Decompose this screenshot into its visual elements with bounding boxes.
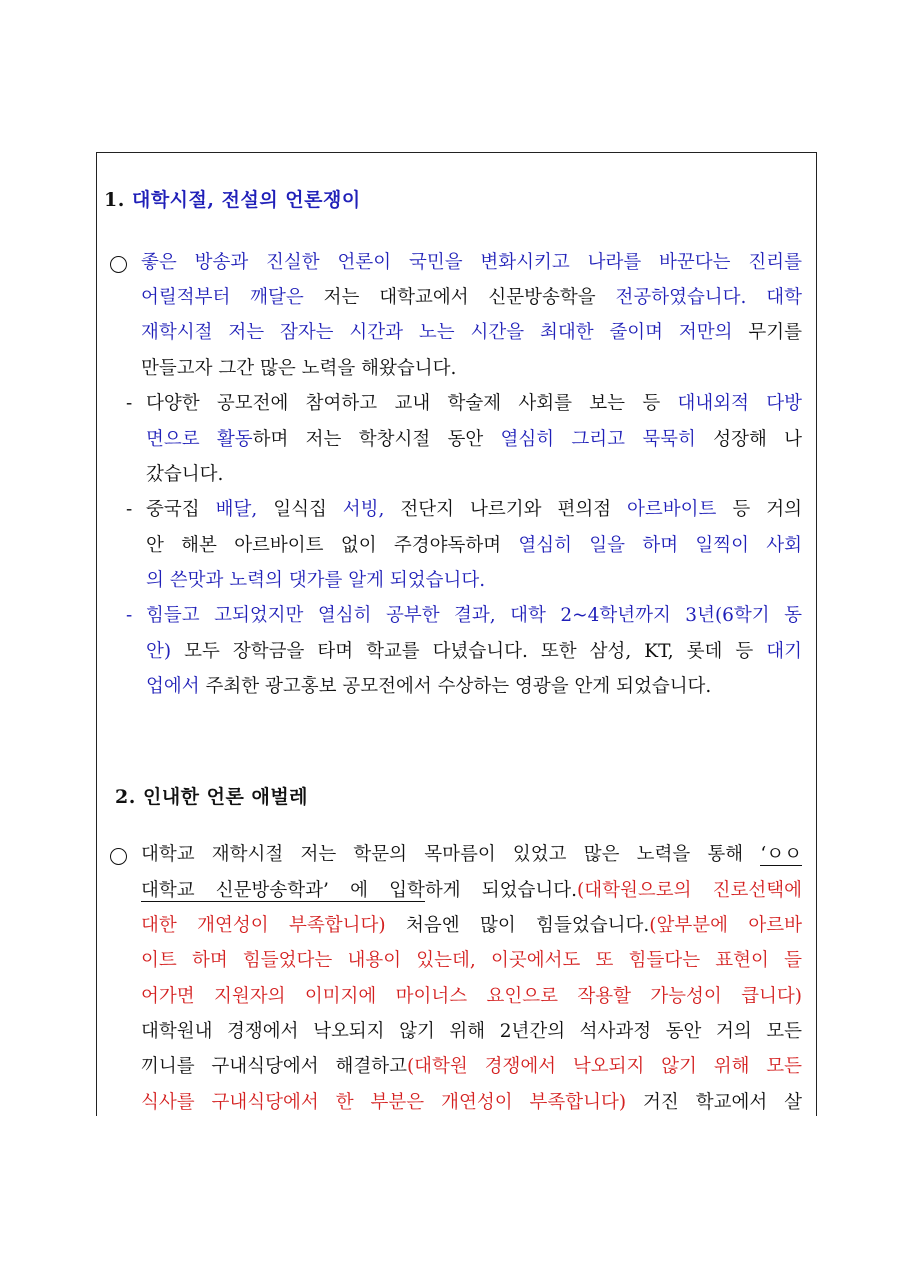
s1-b2-line	[146, 569, 485, 593]
s2-p1-line	[141, 879, 802, 903]
text-segment: 갔습니다.	[146, 464, 224, 485]
section-1-title: 대학시절, 전설의 언론쟁이	[131, 189, 361, 211]
section-1-heading	[104, 185, 361, 212]
text-segment: 성장해 나	[713, 429, 802, 450]
s2-p1-line	[141, 985, 802, 1009]
text-segment: 면으로 활동	[146, 429, 253, 450]
text-segment: 열심히 일을 하며 일찍이 사회	[518, 535, 802, 556]
circle-bullet-icon	[110, 848, 127, 865]
text-segment: 주최한 광고홍보 공모전에서 수상하는 영광을 안게 되었습니다.	[205, 676, 712, 697]
text-segment: 다양한 공모전에 참여하고 교내 학술제 사회를 보는 등	[146, 393, 678, 414]
s2-p1-line	[141, 843, 802, 867]
s1-b2-line	[146, 534, 802, 558]
text-segment: 힘들고 고되었지만 열심히 공부한 결과, 대학 2~4학년까지 3년(6학기 동	[146, 605, 802, 626]
text-segment: 식사를 구내식당에서 한 부분은 개연성이 부족합니다)	[141, 1092, 644, 1113]
text-segment: 전공하였습니다. 대학	[615, 287, 803, 308]
s1-b1-line	[146, 392, 802, 416]
dash-bullet: -	[126, 605, 133, 626]
s2-p1-line	[141, 914, 802, 938]
text-segment: 배달,	[215, 499, 274, 520]
s1-b3-line	[146, 640, 802, 664]
text-segment: 대한 개연성이 부족합니다)	[141, 915, 406, 936]
text-segment: (앞부분에 아르바	[649, 915, 802, 936]
s1-b1-line	[146, 428, 802, 452]
s2-comment-text: (대학원으로의 진로선택에	[577, 880, 802, 901]
text-segment: 업에서	[146, 676, 206, 697]
text-segment: 전단지 나르기와 편의점	[400, 499, 628, 520]
text-segment: 대내외적 다방	[677, 393, 802, 414]
s2-p1-line	[141, 1020, 802, 1044]
text-segment: 서빙,	[342, 499, 401, 520]
text-segment: 모두 장학금을 타며 학교를 다녔습니다. 또한 삼성, KT, 롯데 등	[184, 641, 767, 662]
text-segment: 대기	[766, 641, 802, 662]
s2-p1-line	[141, 1091, 802, 1115]
text-segment: 일식집	[273, 499, 343, 520]
text-segment: 끼니를 구내식당에서 해결하고	[141, 1056, 407, 1077]
s1-p1-line	[141, 357, 456, 381]
dash-bullet: -	[126, 499, 133, 520]
section-2-number: 2.	[115, 786, 136, 808]
s1-p1-line	[141, 251, 802, 275]
s2-underlined-text: 대학교 신문방송학과’ 에 입학	[141, 880, 425, 901]
text-segment: 만들고자 그간 많은 노력을 해왔습니다.	[141, 358, 457, 379]
text-segment: 등 거의	[732, 499, 802, 520]
s1-p1-line	[141, 286, 802, 310]
section-2-heading	[115, 782, 308, 809]
section-2-title: 인내한 언론 애벌레	[142, 786, 309, 808]
s1-b1-line	[146, 463, 223, 487]
text-segment: 무기를	[748, 322, 802, 343]
text-segment: 하며 저는 학창시절 동안	[252, 429, 501, 450]
dash-bullet: -	[126, 393, 133, 414]
section-1-number: 1.	[104, 189, 125, 211]
text-segment: 재학시절 저는 잠자는 시간과 노는 시간을 최대한 줄이며 저만의	[141, 322, 749, 343]
s1-b3-line	[146, 675, 711, 699]
s2-p1-line	[141, 1055, 802, 1079]
text-segment: 안)	[146, 641, 185, 662]
text-segment: 어릴적부터 깨달은	[141, 287, 324, 308]
s2-text: 대학교 재학시절 저는 학문의 목마름이 있었고 많은 노력을 통해	[141, 844, 761, 865]
text-segment: 대학원내 경쟁에서 낙오되지 않기 위해 2년간의 석사과정 동안 거의 모든	[141, 1021, 802, 1042]
s2-p1-line	[141, 949, 802, 973]
text-segment: 아르바이트	[627, 499, 733, 520]
s1-p1-line	[141, 321, 802, 345]
s1-b3-line	[146, 604, 802, 628]
text-segment: 이트 하며 힘들었다는 내용이 있는데, 이곳에서도 또 힘들다는 표현이 들	[141, 950, 802, 971]
text-segment: (대학원 경쟁에서 낙오되지 않기 위해 모든	[406, 1056, 802, 1077]
circle-bullet-icon	[110, 256, 127, 273]
text-segment: 안 해본 아르바이트 없이 주경야독하며	[146, 535, 519, 556]
text-segment: 열심히 그리고 묵묵히	[500, 429, 714, 450]
s2-text: 하게 되었습니다.	[424, 880, 578, 901]
s1-b2-line	[146, 498, 802, 522]
s2-underlined-text: ‘ㅇㅇ	[760, 844, 802, 865]
text-segment: 어가면 지원자의 이미지에 마이너스 요인으로 작용할 가능성이 큽니다)	[141, 986, 802, 1007]
text-segment: 의 쓴맛과 노력의 댓가를 알게 되었습니다.	[146, 570, 486, 591]
text-segment: 거진 학교에서 살	[643, 1092, 803, 1113]
text-segment: 저는 대학교에서 신문방송학을	[323, 287, 616, 308]
text-segment: 처음엔 많이 힘들었습니다.	[406, 915, 650, 936]
text-segment: 좋은 방송과 진실한 언론이 국민을 변화시키고 나라를 바꾼다는 진리를	[141, 252, 802, 273]
text-segment: 중국집	[146, 499, 216, 520]
